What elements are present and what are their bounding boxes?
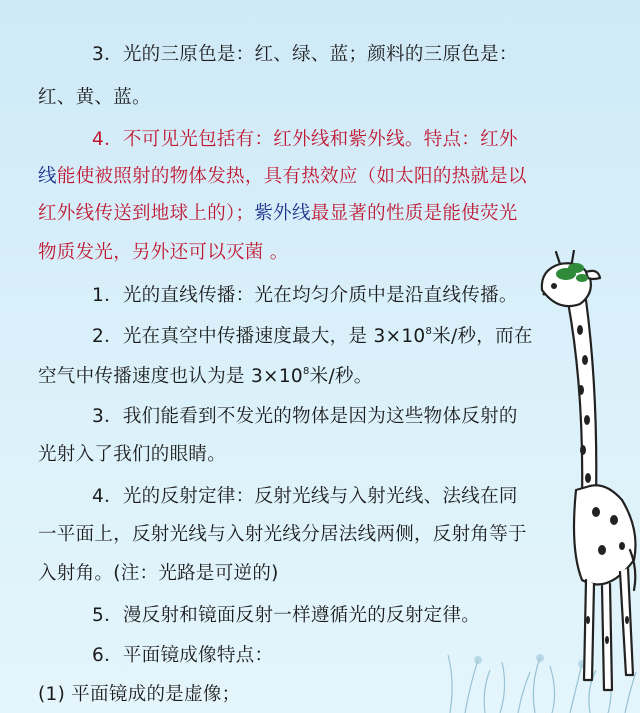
text-line-8 xyxy=(92,324,533,350)
line-11-seg-1: 光射入了我们的眼睛。 xyxy=(38,444,227,465)
giraffe-illustration xyxy=(530,250,640,713)
line-4-seg-1: 线 xyxy=(38,166,57,187)
line-7-seg-1: 1．光的直线传播：光在均匀介质中是沿直线传播。 xyxy=(92,285,518,306)
line-13-seg-1: 一平面上，反射光线与入射光线分居法线两侧，反射角等于 xyxy=(38,524,527,545)
text-line-6 xyxy=(38,240,289,266)
line-5-seg-1: 红外线传送到地球上的）； xyxy=(38,203,255,224)
text-line-3 xyxy=(92,127,518,153)
line-8-exponent: 8 xyxy=(425,326,433,337)
text-line-12 xyxy=(92,484,518,510)
line-6-seg-1: 物质发光，另外还可以灭菌 。 xyxy=(38,242,289,263)
text-line-15 xyxy=(92,603,480,629)
text-line-14 xyxy=(38,561,279,587)
line-10-seg-1: 3．我们能看到不发光的物体是因为这些物体反射的 xyxy=(92,406,518,427)
text-line-7 xyxy=(92,283,518,309)
text-line-1 xyxy=(92,42,518,68)
line-9-exponent: 8 xyxy=(303,366,310,377)
line-16-seg-1: 6．平面镜成像特点： xyxy=(92,645,274,666)
text-line-9 xyxy=(38,364,373,390)
text-line-13 xyxy=(38,522,527,548)
line-5-seg-3: 最显著的性质是能使荧光 xyxy=(310,203,518,224)
text-line-11 xyxy=(38,442,226,468)
line-15-seg-1: 5．漫反射和镜面反射一样遵循光的反射定律。 xyxy=(92,605,481,626)
line-2-seg-1: 红、黄、蓝。 xyxy=(38,87,151,108)
line-14-seg-1: 入射角。(注：光路是可逆的) xyxy=(38,563,279,584)
line-3-seg-2: 红外 xyxy=(480,129,518,150)
line-5-seg-2: 紫外线 xyxy=(254,203,311,224)
line-1-seg-1: 3．光的三原色是：红、绿、蓝；颜料的三原色是： xyxy=(92,44,518,65)
text-line-16 xyxy=(92,643,273,669)
text-line-10 xyxy=(92,404,518,430)
line-9-seg-3: 米/秒。 xyxy=(309,366,373,387)
line-12-seg-1: 4．光的反射定律：反射光线与入射光线、法线在同 xyxy=(92,486,518,507)
line-3-seg-1: 4．不可见光包括有：红外线和紫外线。特点： xyxy=(92,129,481,150)
text-line-4 xyxy=(38,164,527,190)
line-17-seg-1: (1) 平面镜成的是虚像； xyxy=(38,684,241,705)
text-line-2 xyxy=(38,85,151,111)
line-9-seg-1: 空气中传播速度也认为是 3×10 xyxy=(38,366,303,387)
text-line-5 xyxy=(38,201,518,227)
text-line-17 xyxy=(38,682,241,708)
line-4-seg-2: 能使被照射的物体发热，具有热效应（如太阳的热就是以 xyxy=(56,166,527,187)
line-8-seg-1: 2．光在真空中传播速度最大，是 3×10 xyxy=(92,326,426,347)
line-8-seg-3: 米/秒，而在 xyxy=(432,326,533,347)
